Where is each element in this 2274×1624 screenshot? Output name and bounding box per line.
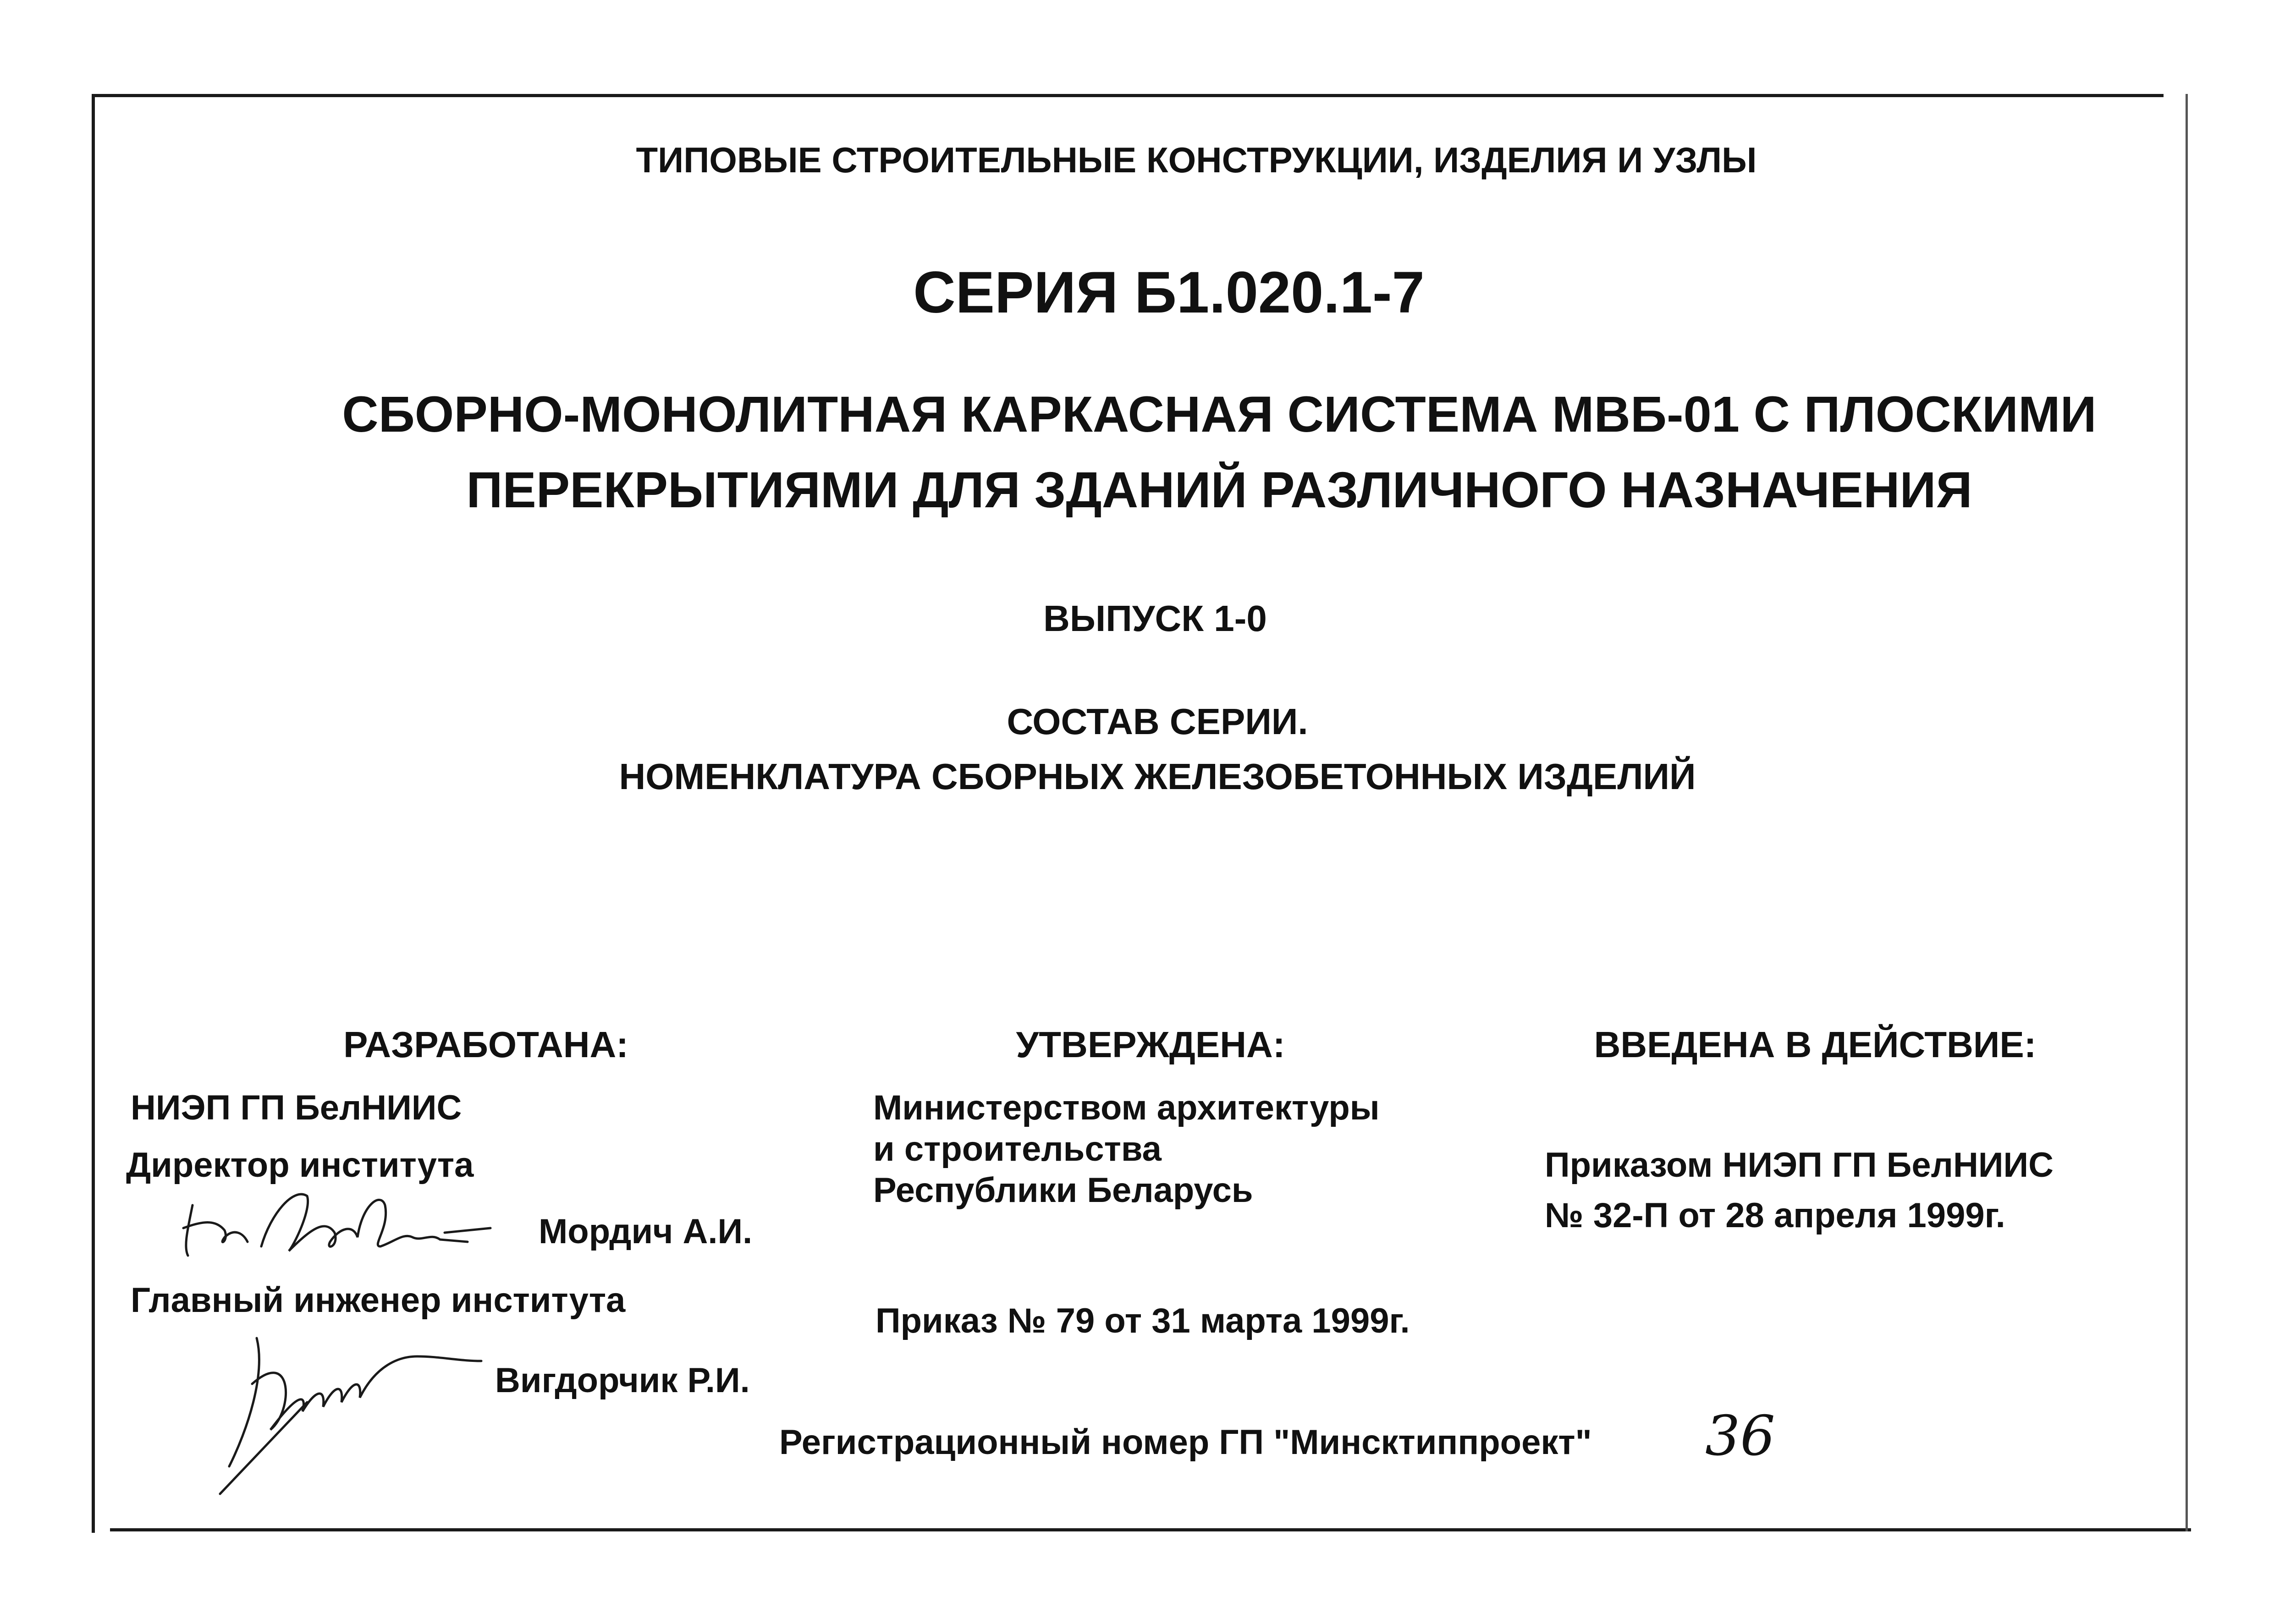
registration-number: 36 — [1705, 1405, 1775, 1468]
approval-order: Приказ № 79 от 31 марта 1999г. — [875, 1301, 1410, 1340]
developed-heading: РАЗРАБОТАНА: — [343, 1024, 628, 1065]
chief-engineer-title: Главный инженер института — [131, 1281, 626, 1320]
frame-left-border — [92, 94, 95, 1533]
frame-right-border — [2186, 94, 2188, 1531]
document-title-line2: ПЕРЕКРЫТИЯМИ ДЛЯ ЗДАНИЙ РАЗЛИЧНОГО НАЗНАЧЕНИЯ — [466, 462, 1972, 518]
subtitle-line1: СОСТАВ СЕРИИ. — [1007, 701, 1308, 742]
frame-bottom-border — [110, 1528, 2191, 1531]
enacted-heading: ВВЕДЕНА В ДЕЙСТВИЕ: — [1594, 1024, 2037, 1065]
category-heading: ТИПОВЫЕ СТРОИТЕЛЬНЫЕ КОНСТРУКЦИИ, ИЗДЕЛИЯ И УЗЛЫ — [636, 140, 1757, 180]
registration-label: Регистрационный номер ГП "Минсктиппроект" — [779, 1423, 1592, 1462]
director-name: Мордич А.И. — [539, 1212, 753, 1251]
approved-by-line2: и строительства — [873, 1130, 1162, 1169]
issue-label: ВЫПУСК 1-0 — [1043, 598, 1267, 639]
series-title: СЕРИЯ Б1.020.1-7 — [913, 260, 1425, 325]
approved-by-line1: Министерством архитектуры — [873, 1088, 1380, 1127]
enacted-order-line2: № 32-П от 28 апреля 1999г. — [1545, 1196, 2005, 1235]
enacted-order-line1: Приказом НИЭП ГП БелНИИС — [1545, 1146, 2054, 1185]
chief-engineer-name: Вигдорчик Р.И. — [495, 1361, 750, 1400]
director-title: Директор института — [126, 1146, 474, 1185]
frame-top-border — [92, 94, 2164, 97]
approved-heading: УТВЕРЖДЕНА: — [1016, 1024, 1285, 1065]
approved-by-line3: Республики Беларусь — [873, 1171, 1253, 1210]
director-signature — [174, 1178, 504, 1269]
document-title-line1: СБОРНО-МОНОЛИТНАЯ КАРКАСНАЯ СИСТЕМА МВБ-01 С ПЛОСКИМИ — [342, 386, 2097, 443]
subtitle-line2: НОМЕНКЛАТУРА СБОРНЫХ ЖЕЛЕЗОБЕТОННЫХ ИЗДЕЛИЙ — [619, 756, 1696, 797]
chief-engineer-signature — [202, 1329, 495, 1503]
developer-organization: НИЭП ГП БелНИИС — [131, 1088, 462, 1127]
